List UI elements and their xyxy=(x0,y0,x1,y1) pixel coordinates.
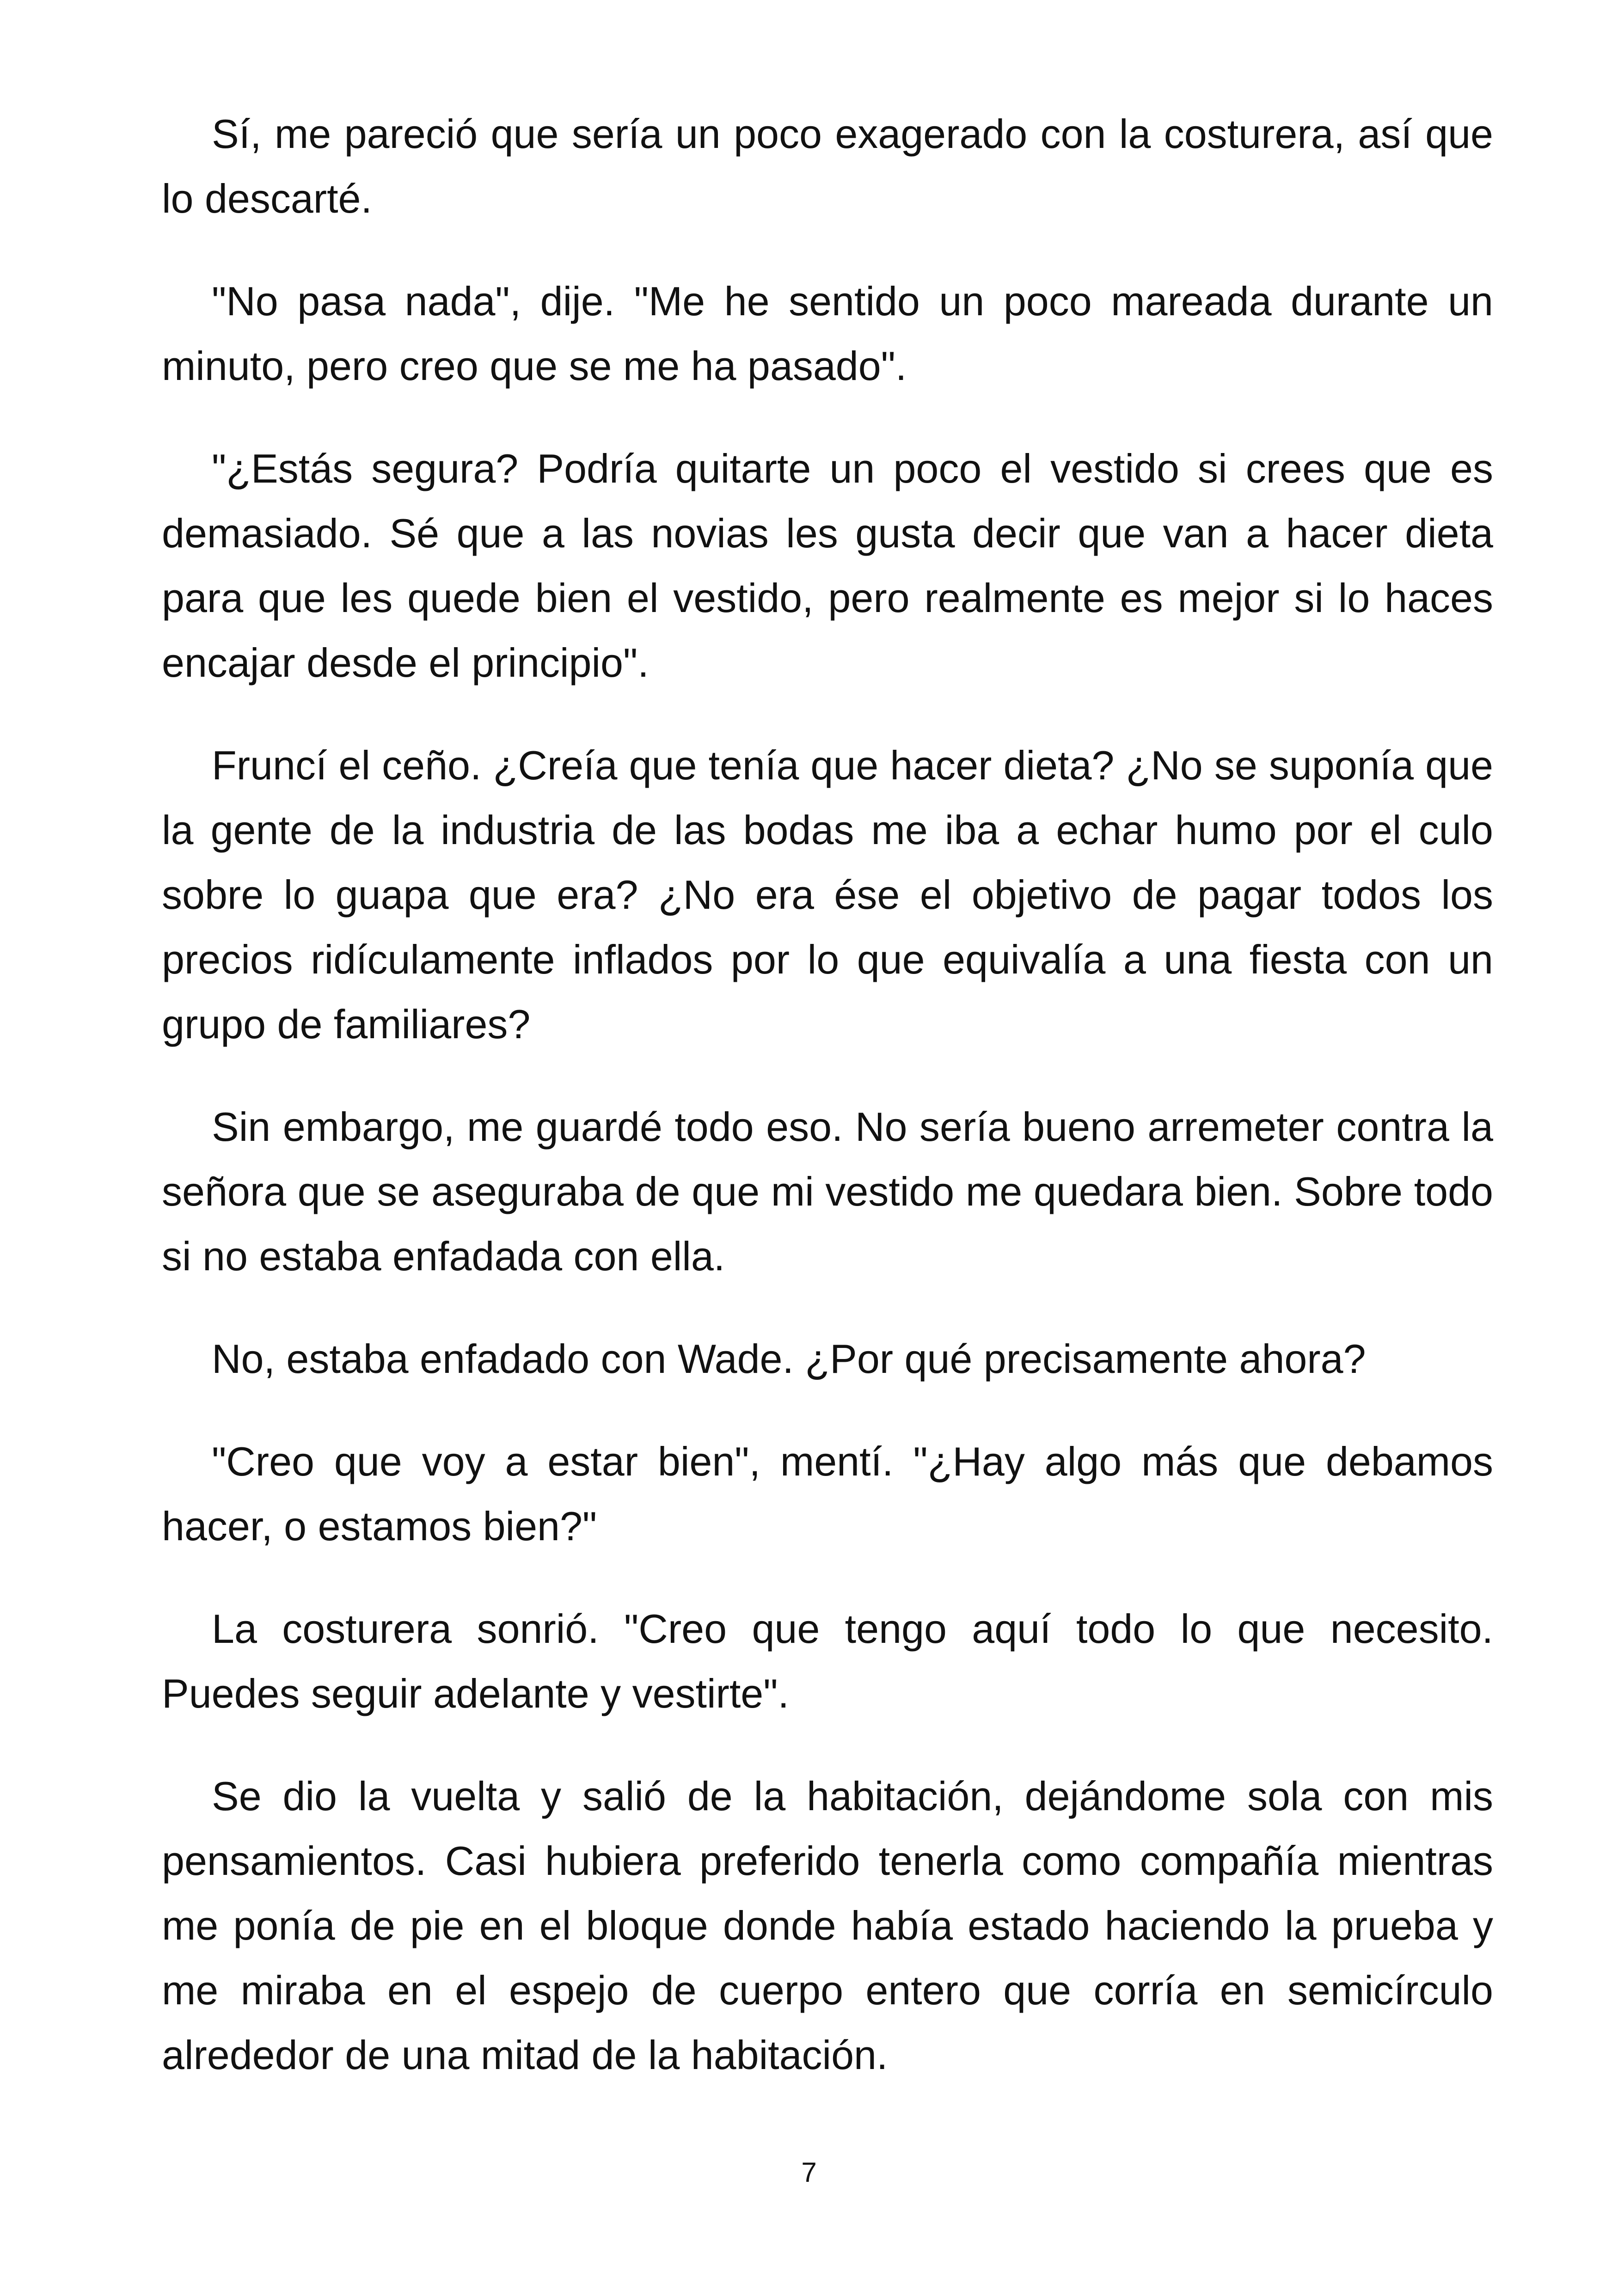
paragraph: Sin embargo, me guardé todo eso. No sería bueno arremeter contra la señora que se aseguraba de que mi vestido me quedara bien. Sobre todo si no estaba enfadada con ella. xyxy=(162,1104,1493,1279)
paragraph: "No pasa nada", dije. "Me he sentido un poco mareada durante un minuto, pero creo que se me ha pasado". xyxy=(162,278,1493,389)
body-text xyxy=(162,102,1493,2125)
paragraph: Se dio la vuelta y salió de la habitación, dejándome sola con mis pensamientos. Casi hubiera preferido tenerla como compañía mientras me ponía de pie en el bloque donde había estado haciendo la prueba y me miraba en el espejo de cuerpo entero que corría en semicírculo alrededor de una mitad de la habitación. xyxy=(162,1773,1493,2078)
paragraph: Sí, me pareció que sería un poco exagerado con la costurera, así que lo descarté. xyxy=(162,111,1493,221)
page-number: 7 xyxy=(801,2157,817,2188)
paragraph: No, estaba enfadado con Wade. ¿Por qué precisamente ahora? xyxy=(212,1336,1366,1382)
paragraph: "¿Estás segura? Podría quitarte un poco el vestido si crees que es demasiado. Sé que a las novias les gusta decir que van a hacer dieta para que les quede bien el vestido, pero realmente es mejor si lo haces encajar desde el principio". xyxy=(162,446,1493,686)
paragraph: "Creo que voy a estar bien", mentí. "¿Hay algo más que debamos hacer, o estamos bien?" xyxy=(162,1439,1493,1549)
paragraph: La costurera sonrió. "Creo que tengo aquí todo lo que necesito. Puedes seguir adelante y vestirte". xyxy=(162,1606,1493,1716)
paragraph: Fruncí el ceño. ¿Creía que tenía que hacer dieta? ¿No se suponía que la gente de la industria de las bodas me iba a echar humo por el culo sobre lo guapa que era? ¿No era ése el objetivo de pagar todos los precios ridículamente inflados por lo que equivalía a una fiesta con un grupo de familiares? xyxy=(162,742,1493,1047)
